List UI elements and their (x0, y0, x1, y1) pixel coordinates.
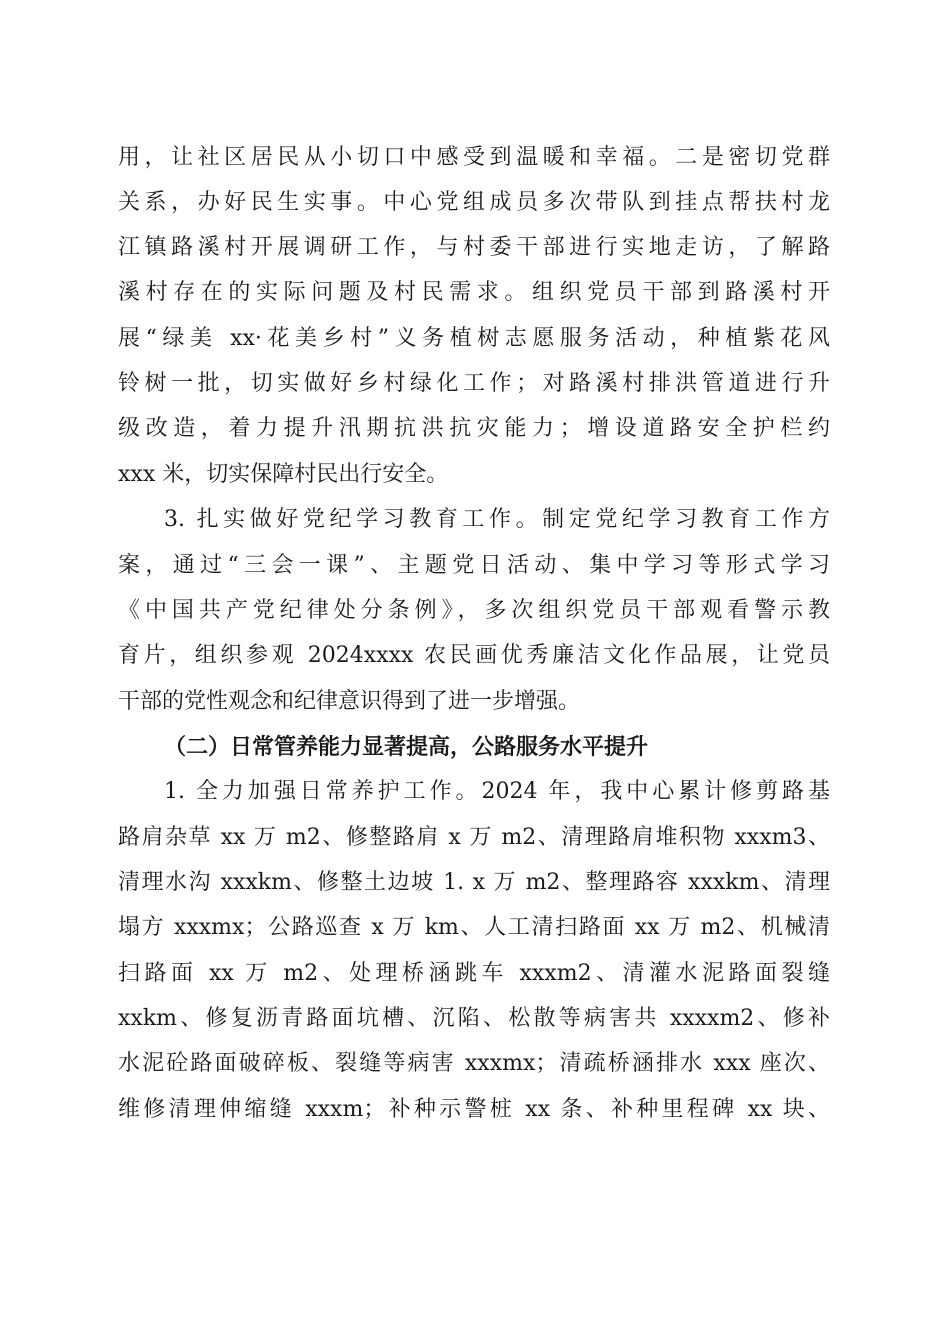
paragraph-line: xxx 米，切实保障村民出行安全。 (118, 462, 449, 487)
paragraph-line: 路肩杂草 xx 万 m2、修整路肩 x 万 m2、清理路肩堆积物 xxxm3、 (118, 825, 830, 850)
paragraph-line: 展“绿美 xx·花美乡村”义务植树志愿服务活动，种植紫花风 (118, 326, 830, 351)
paragraph-line: 维修清理伸缩缝 xxxm；补种示警桩 xx 条、补种里程碑 xx 块、 (118, 1097, 830, 1122)
paragraph-line: 干部的党性观念和纪律意识得到了进一步增强。 (118, 689, 581, 714)
paragraph-line: 溪村存在的实际问题及村民需求。组织党员干部到路溪村开 (118, 280, 830, 305)
paragraph-line: 1. 全力加强日常养护工作。2024 年，我中心累计修剪路基 (164, 779, 830, 804)
paragraph-line: 育片，组织参观 2024xxxx 农民画优秀廉洁文化作品展，让党员 (118, 643, 830, 668)
paragraph-line: 塌方 xxxmx；公路巡查 x 万 km、人工清扫路面 xx 万 m2、机械清 (118, 915, 830, 940)
paragraph-line: 3. 扎实做好党纪学习教育工作。制定党纪学习教育工作方 (164, 507, 830, 532)
paragraph-line: xxkm、修复沥青路面坑槽、沉陷、松散等病害共 xxxxm2、修补 (118, 1006, 830, 1031)
paragraph-line: 江镇路溪村开展调研工作，与村委干部进行实地走访，了解路 (118, 235, 830, 260)
paragraph-line: 案，通过“三会一课”、主题党日活动、集中学习等形式学习 (118, 553, 830, 578)
paragraph-line: 用，让社区居民从小切口中感受到温暖和幸福。二是密切党群 (118, 145, 830, 170)
paragraph-line: 级改造，着力提升汛期抗洪抗灾能力；增设道路安全护栏约 (118, 416, 830, 441)
paragraph-line: 铃树一批，切实做好乡村绿化工作；对路溪村排洪管道进行升 (118, 371, 830, 396)
section-heading: （二）日常管养能力显著提高，公路服务水平提升 (164, 734, 649, 760)
paragraph-line: 扫路面 xx 万 m2、处理桥涵跳车 xxxm2、清灌水泥路面裂缝 (118, 961, 830, 986)
paragraph-line: 《中国共产党纪律处分条例》，多次组织党员干部观看警示教 (118, 598, 830, 623)
paragraph-line: 清理水沟 xxxkm、修整土边坡 1. x 万 m2、整理路容 xxxkm、清理 (118, 870, 830, 895)
paragraph-line: 水泥砼路面破碎板、裂缝等病害 xxxmx；清疏桥涵排水 xxx 座次、 (118, 1051, 830, 1076)
paragraph-line: 关系，办好民生实事。中心党组成员多次带队到挂点帮扶村龙 (118, 190, 830, 215)
